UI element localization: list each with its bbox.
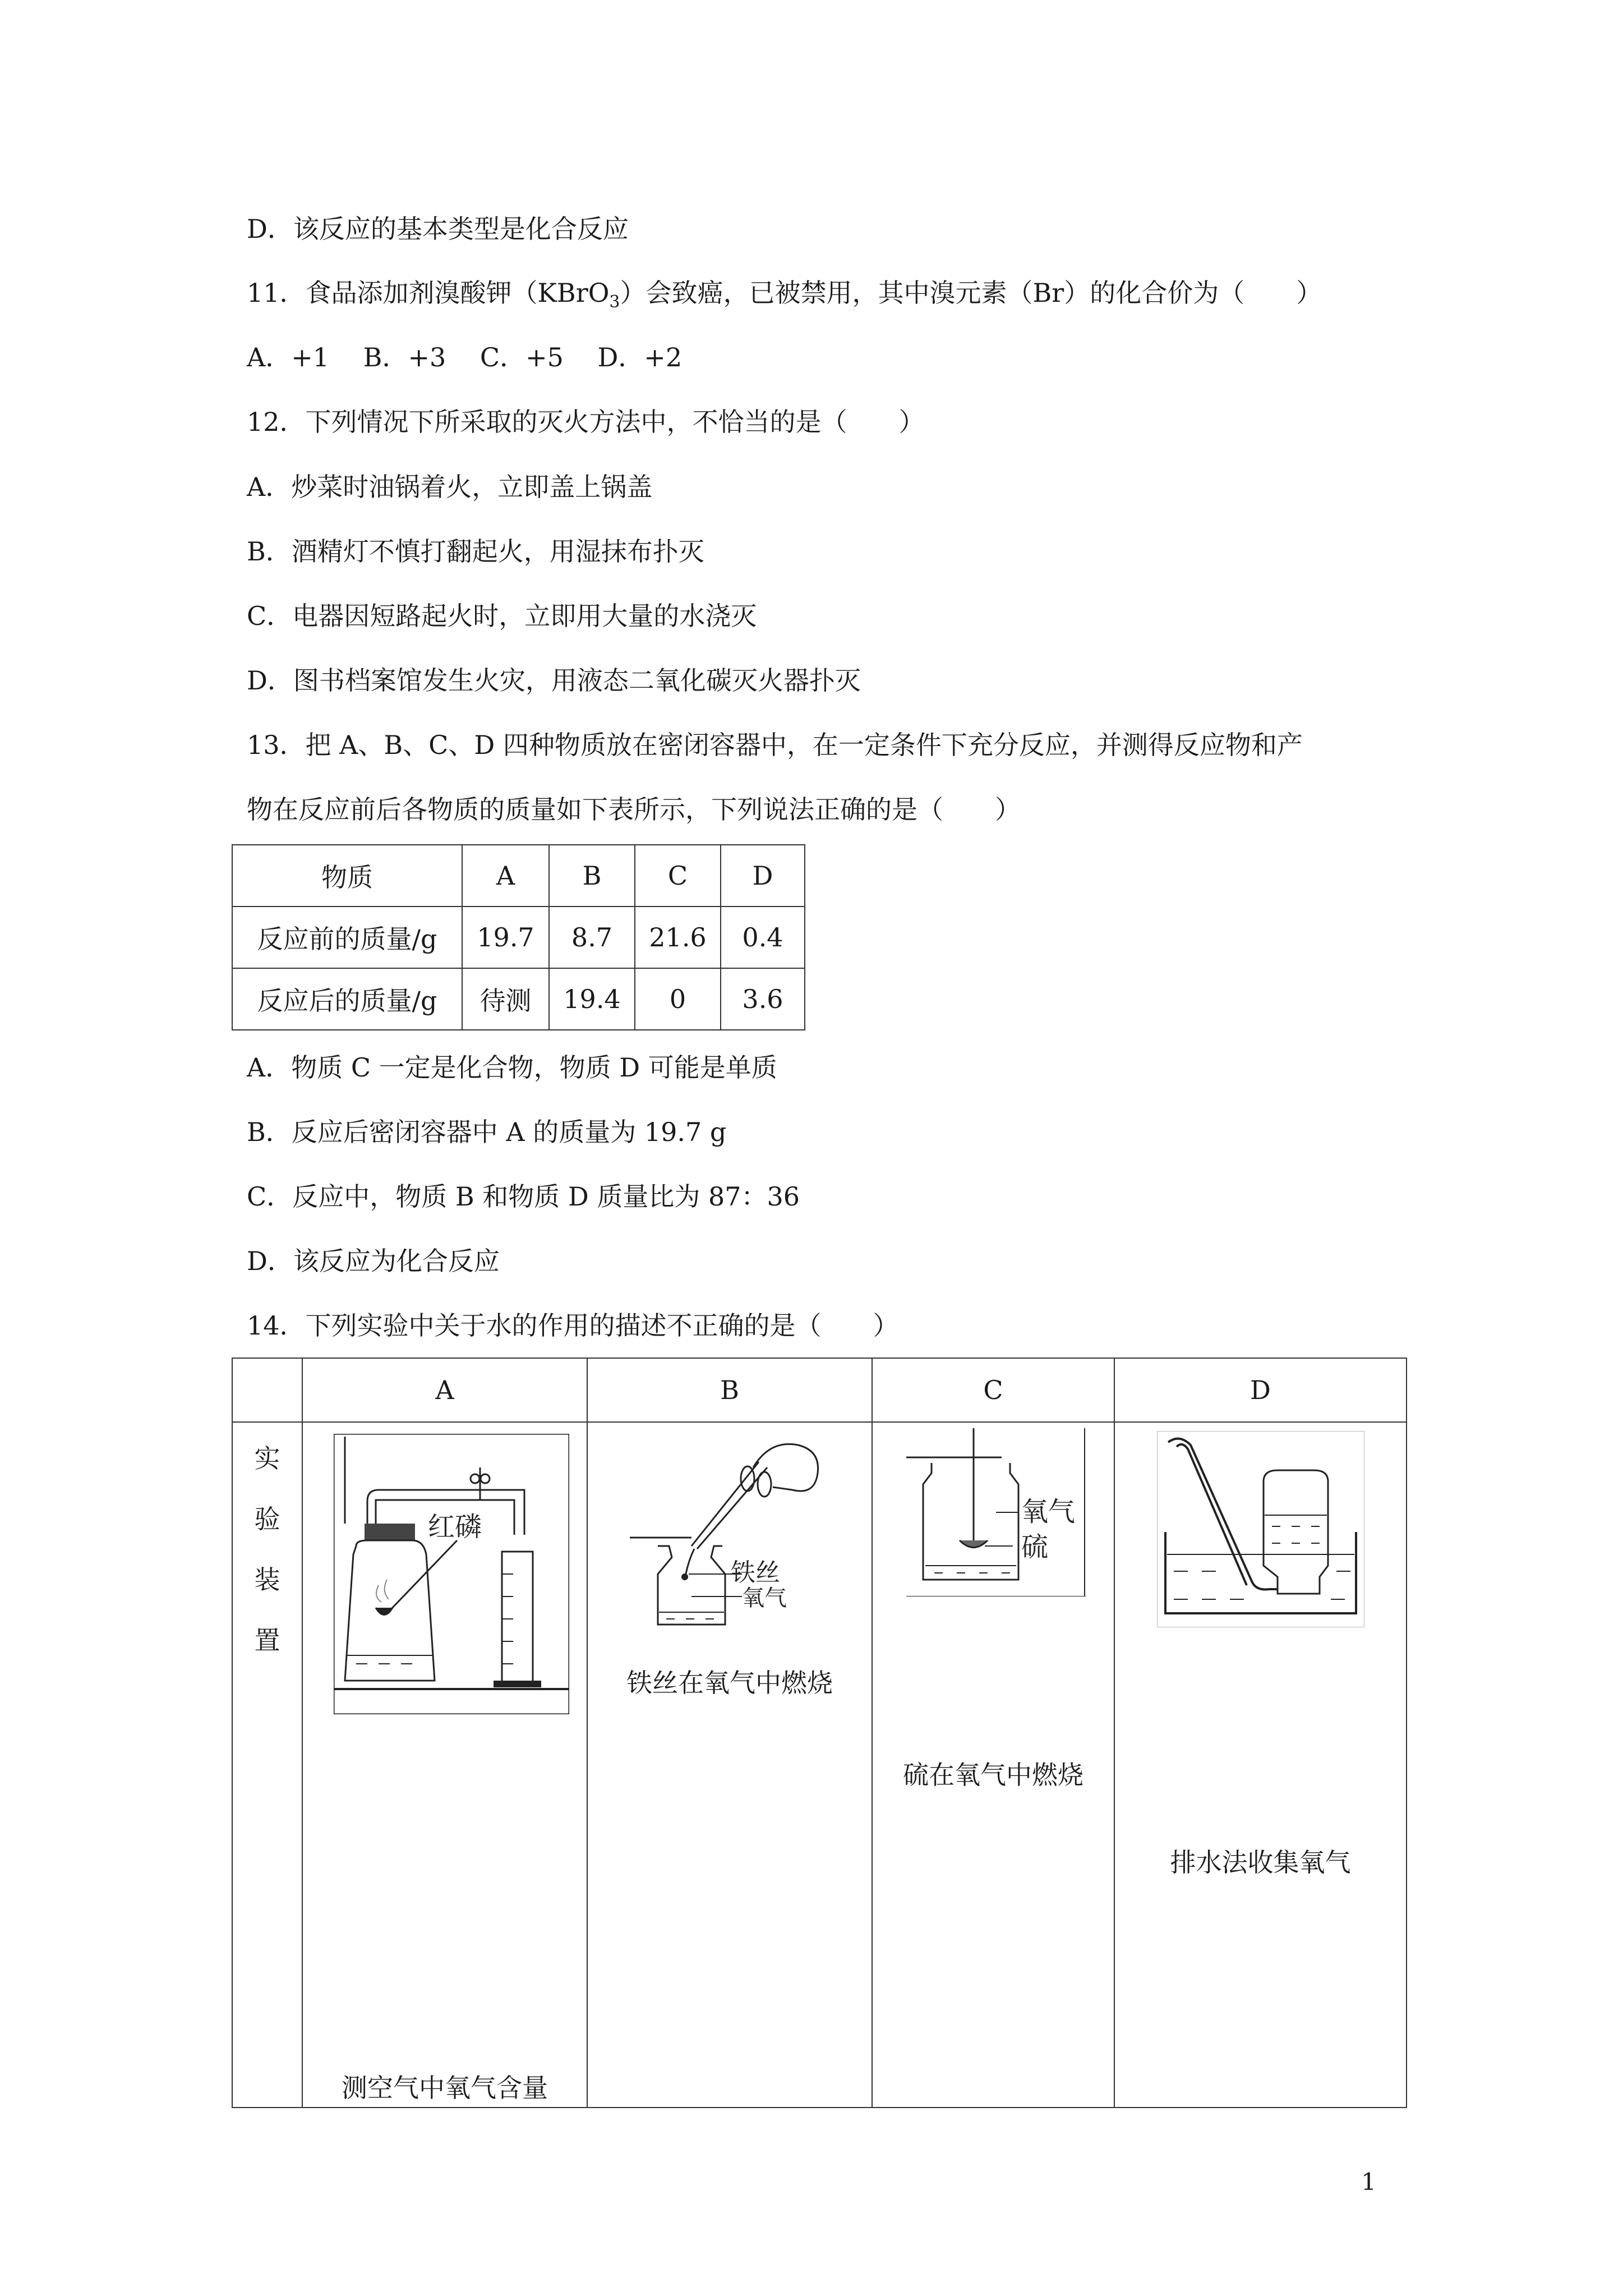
table-cell: 19.4 <box>549 968 635 1030</box>
experiment-cell-d <box>1114 1422 1407 2108</box>
q13-option-d: D．该反应为化合反应 <box>247 1246 500 1276</box>
table-header-cell: B <box>587 1358 872 1422</box>
q13-option-a: A．物质 C 一定是化合物，物质 D 可能是单质 <box>247 1052 777 1083</box>
page-number: 1 <box>1361 2168 1376 2196</box>
table-header-cell: A <box>302 1358 587 1422</box>
oxygen-label-c: 氧气 <box>1021 1496 1076 1527</box>
table-cell: 19.7 <box>462 907 549 968</box>
sulfur-combustion-figure <box>906 1428 1086 1596</box>
table-cell: 反应后的质量/g <box>232 968 462 1030</box>
table-cell: 反应前的质量/g <box>232 907 462 968</box>
experiment-cell-a <box>302 1422 587 2108</box>
iron-wire-combustion-figure <box>630 1434 854 1636</box>
sulfur-label: 硫 <box>1021 1531 1049 1563</box>
table-row <box>232 1358 1407 1422</box>
table-header-cell: C <box>872 1358 1114 1422</box>
table-header-cell: A <box>462 845 549 907</box>
table-cell: 21.6 <box>635 907 721 968</box>
q11-stem-a: 11．食品添加剂溴酸钾（KBrO <box>247 278 610 308</box>
q14-table <box>232 1358 1407 2108</box>
caption-c: 硫在氧气中燃烧 <box>903 1760 1083 1790</box>
q13-table <box>232 844 805 1030</box>
q12-option-a: A．炒菜时油锅着火，立即盖上锅盖 <box>247 472 653 502</box>
table-cell: 待测 <box>462 968 549 1030</box>
table-header-cell: D <box>721 845 805 907</box>
table-row <box>232 1422 1407 2108</box>
table-header-cell: B <box>549 845 635 907</box>
experiment-cell-b <box>587 1422 872 2108</box>
q11-stem <box>247 276 1322 319</box>
table-row <box>232 907 805 968</box>
q12-option-d: D．图书档案馆发生火灾，用液态二氧化碳灭火器扑灭 <box>247 665 861 696</box>
table-row <box>232 845 805 907</box>
q13-option-b: B．反应后密闭容器中 A 的质量为 19.7 g <box>247 1117 727 1147</box>
table-row <box>232 968 805 1030</box>
q13-stem-1: 13．把 A、B、C、D 四种物质放在密闭容器中，在一定条件下充分反应，并测得反应物和产 <box>247 730 1303 760</box>
row-label-char: 装 <box>254 1565 280 1595</box>
q12-option-c: C．电器因短路起火时，立即用大量的水浇灭 <box>247 601 757 631</box>
caption-b: 铁丝在氧气中燃烧 <box>626 1668 833 1698</box>
table-header-cell <box>232 1358 302 1422</box>
oxygen-content-apparatus-figure <box>334 1434 569 1714</box>
q10-option-d: D．该反应的基本类型是化合反应 <box>247 214 629 244</box>
q12-stem: 12．下列情况下所采取的灭火方法中，不恰当的是（ ） <box>247 407 925 437</box>
row-label-char: 实 <box>254 1443 280 1474</box>
red-phosphorus-label: 红磷 <box>428 1511 482 1543</box>
q11-stem-b: ）会致癌，已被禁用，其中溴元素（Br）的化合价为（ ） <box>620 278 1322 308</box>
table-cell: 3.6 <box>721 968 805 1030</box>
experiment-cell-c <box>872 1422 1114 2108</box>
table-cell: 0.4 <box>721 907 805 968</box>
q14-stem: 14．下列实验中关于水的作用的描述不正确的是（ ） <box>247 1310 899 1341</box>
table-header-cell: D <box>1114 1358 1407 1422</box>
table-cell: 0 <box>635 968 721 1030</box>
iron-wire-label: 铁丝 <box>731 1558 780 1587</box>
q11-stem-sub: 3 <box>609 292 620 312</box>
oxygen-label-b: 氧气 <box>742 1585 787 1611</box>
q11-options: A．+1 B．+3 C．+5 D．+2 <box>247 342 683 372</box>
table-header-cell: 物质 <box>232 845 462 907</box>
table-cell: 8.7 <box>549 907 635 968</box>
q12-option-b: B．酒精灯不慎打翻起火，用湿抹布扑灭 <box>247 536 704 567</box>
q13-option-c: C．反应中，物质 B 和物质 D 质量比为 87：36 <box>247 1181 800 1212</box>
row-label-char: 置 <box>254 1625 280 1655</box>
q13-stem-2: 物在反应前后各物质的质量如下表所示，下列说法正确的是（ ） <box>247 794 1021 825</box>
table-header-cell: C <box>635 845 721 907</box>
row-label-cell <box>232 1422 302 2108</box>
row-label-char: 验 <box>254 1504 280 1534</box>
caption-d: 排水法收集氧气 <box>1170 1847 1351 1878</box>
caption-a: 测空气中氧气含量 <box>342 2073 548 2103</box>
water-displacement-figure <box>1157 1431 1364 1627</box>
